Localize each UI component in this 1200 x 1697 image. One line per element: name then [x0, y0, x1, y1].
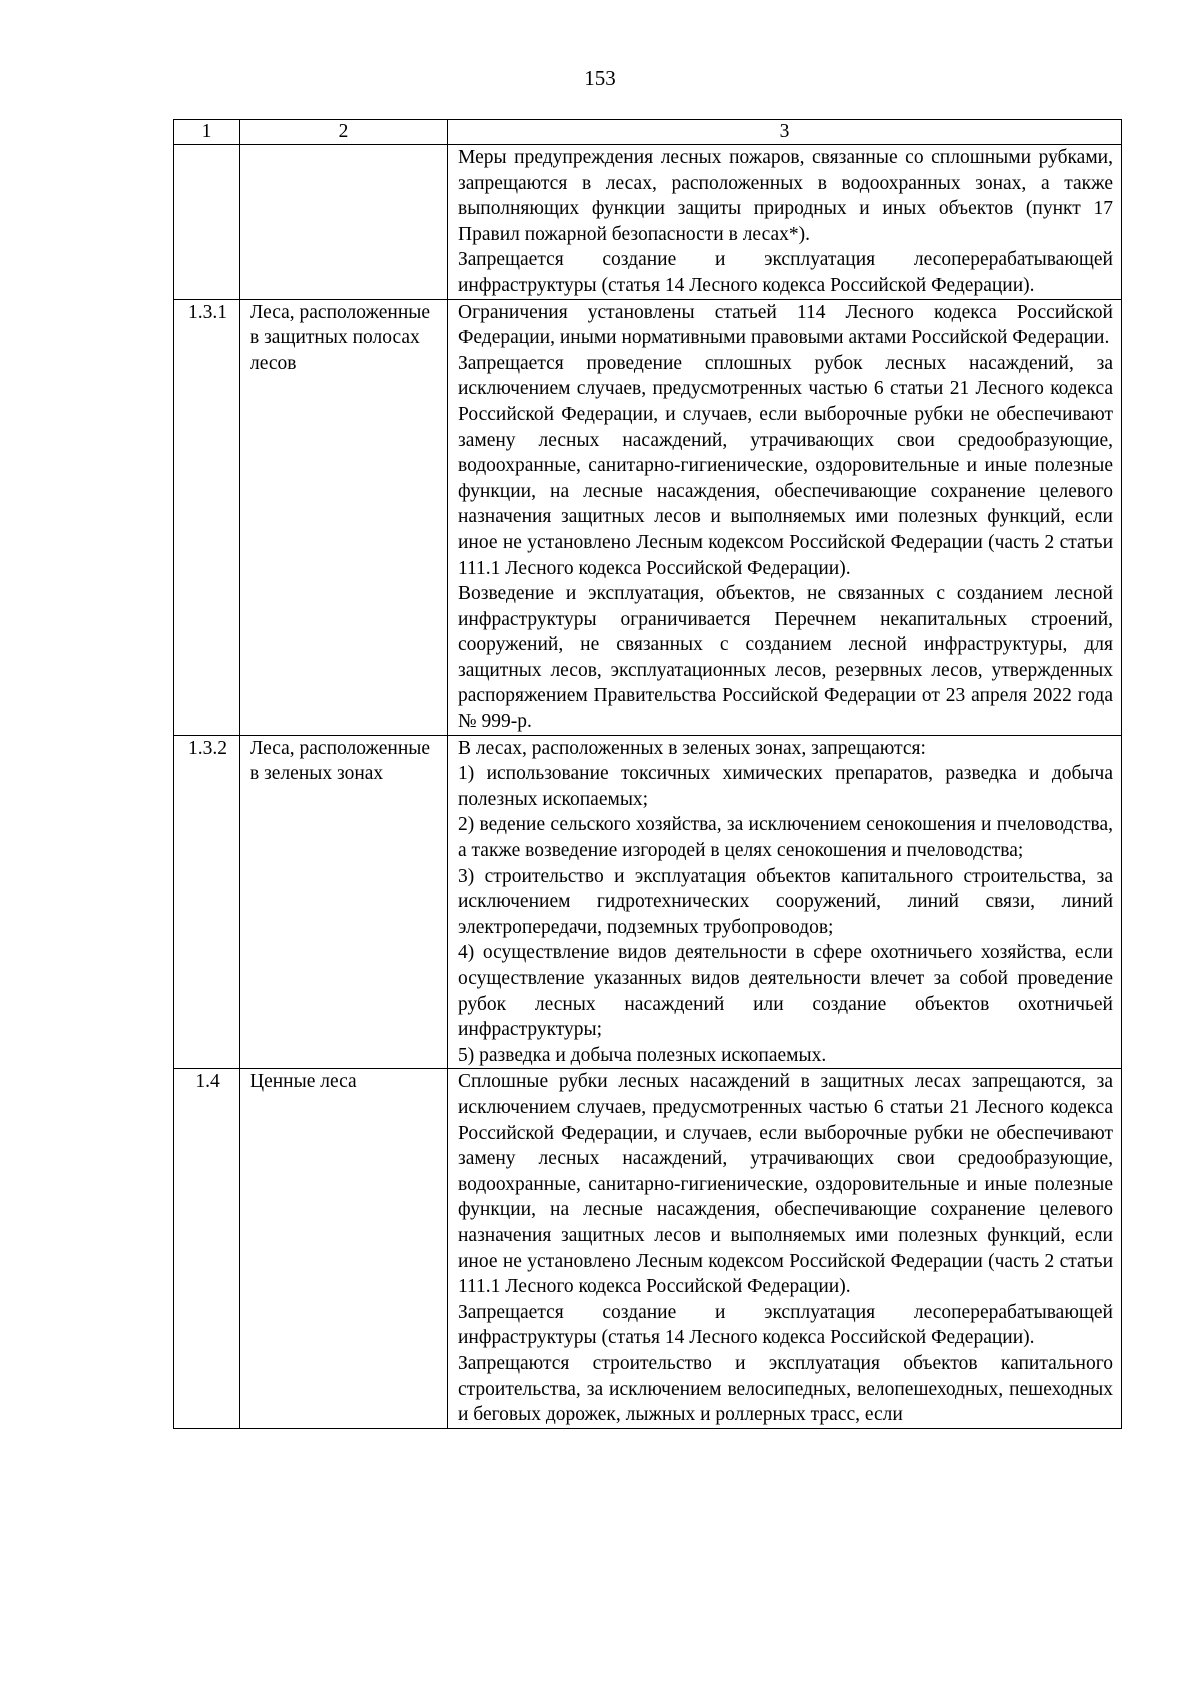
restriction-paragraph: 3) строительство и эксплуатация объектов капитального строительства, за исключением гидротехнических сооружений, линий связи, линий электропередачи, подземных трубопроводов;: [458, 865, 1113, 938]
restrictions-table: [173, 119, 1122, 1429]
column-header: 2: [240, 120, 448, 145]
table-row: [174, 735, 1122, 1069]
forest-category-cell: Ценные леса: [240, 1069, 448, 1428]
page-number: 153: [584, 66, 616, 90]
restriction-paragraph: 4) осуществление видов деятельности в сфере охотничьего хозяйства, если осуществление указанных видов деятельности влечет за собой проведение рубок лесных насаждений или создание объектов охотничьей инфраструктуры;: [458, 942, 1113, 1041]
restrictions-cell: [448, 299, 1122, 735]
restrictions-cell: [448, 145, 1122, 300]
restriction-paragraph: Возведение и эксплуатация, объектов, не связанных с созданием лесной инфраструктуры ограничивается Перечнем некапитальных строений, сооружений, не связанных с созданием лесной инфраструктуры, для защитных лесов, эксплуатационных лесов, резервных лесов, утвержденных распоряжением Правительства Российской Федерации от 23 апреля 2022 года № 999-р.: [458, 583, 1113, 733]
table-row: [174, 1069, 1122, 1428]
row-number-cell: [174, 145, 240, 300]
restrictions-cell: [448, 1069, 1122, 1428]
row-number-cell: 1.3.2: [174, 735, 240, 1069]
table-row: [174, 145, 1122, 300]
restriction-paragraph: Меры предупреждения лесных пожаров, связанные со сплошными рубками, запрещаются в лесах, расположенных в водоохранных зонах, а также выполняющих функции защиты природных и иных объектов (пункт 17 Правил пожарной безопасности в лесах*).: [458, 147, 1113, 245]
restriction-paragraph: Запрещаются строительство и эксплуатация объектов капитального строительства, за исключением велосипедных, велопешеходных, пешеходных и беговых дорожек, лыжных и роллерных трасс, если: [458, 1352, 1113, 1426]
restriction-paragraph: Запрещается создание и эксплуатация лесоперерабатывающей инфраструктуры (статья 14 Лесного кодекса Российской Федерации).: [458, 1301, 1113, 1349]
restriction-paragraph: 2) ведение сельского хозяйства, за исключением сенокошения и пчеловодства, а также возведение изгородей в целях сенокошения и пчеловодства;: [458, 814, 1113, 862]
restriction-paragraph: Запрещается создание и эксплуатация лесоперерабатывающей инфраструктуры (статья 14 Лесного кодекса Российской Федерации).: [458, 249, 1113, 296]
restriction-paragraph: Запрещается проведение сплошных рубок лесных насаждений, за исключением случаев, предусмотренных частью 6 статьи 21 Лесного кодекса Российской Федерации, и случаев, если выборочные рубки не обеспечивают замену лесных насаждений, утрачивающих свои средообразующие, водоохранные, санитарно-гигиенические, оздоровительные и иные полезные функции, на лесные насаждения, обеспечивающие сохранение целевого назначения защитных лесов и выполняемых ими полезных функций, если иное не установлено Лесным кодексом Российской Федерации (часть 2 статьи 111.1 Лесного кодекса Российской Федерации).: [458, 352, 1113, 579]
forest-category-cell: Леса, расположенные в зеленых зонах: [240, 735, 448, 1069]
column-header: 3: [448, 120, 1122, 145]
forest-category-cell: [240, 145, 448, 300]
table-header-row: [174, 120, 1122, 145]
row-number-cell: 1.3.1: [174, 299, 240, 735]
restriction-paragraph: В лесах, расположенных в зеленых зонах, запрещаются:: [458, 737, 926, 759]
column-header: 1: [174, 120, 240, 145]
forest-category-cell: Леса, расположенные в защитных полосах лесов: [240, 299, 448, 735]
row-number-cell: 1.4: [174, 1069, 240, 1428]
restriction-paragraph: 5) разведка и добыча полезных ископаемых.: [458, 1044, 827, 1066]
restriction-paragraph: Ограничения установлены статьей 114 Лесного кодекса Российской Федерации, иными нормативными правовыми актами Российской Федерации.: [458, 301, 1113, 349]
restriction-paragraph: Сплошные рубки лесных насаждений в защитных лесах запрещаются, за исключением случаев, предусмотренных частью 6 статьи 21 Лесного кодекса Российской Федерации, и случаев, если выборочные рубки не обеспечивают замену лесных насаждений, утрачивающих свои средообразующие, водоохранные, санитарно-гигиенические, оздоровительные и иные полезные функции, на лесные насаждения, обеспечивающие сохранение целевого назначения защитных лесов и выполняемых ими полезных функций, если иное не установлено Лесным кодексом Российской Федерации (часть 2 статьи 111.1 Лесного кодекса Российской Федерации).: [458, 1071, 1113, 1298]
restriction-paragraph: 1) использование токсичных химических препаратов, разведка и добыча полезных ископаемых;: [458, 763, 1113, 810]
table-row: [174, 299, 1122, 735]
restrictions-cell: [448, 735, 1122, 1069]
